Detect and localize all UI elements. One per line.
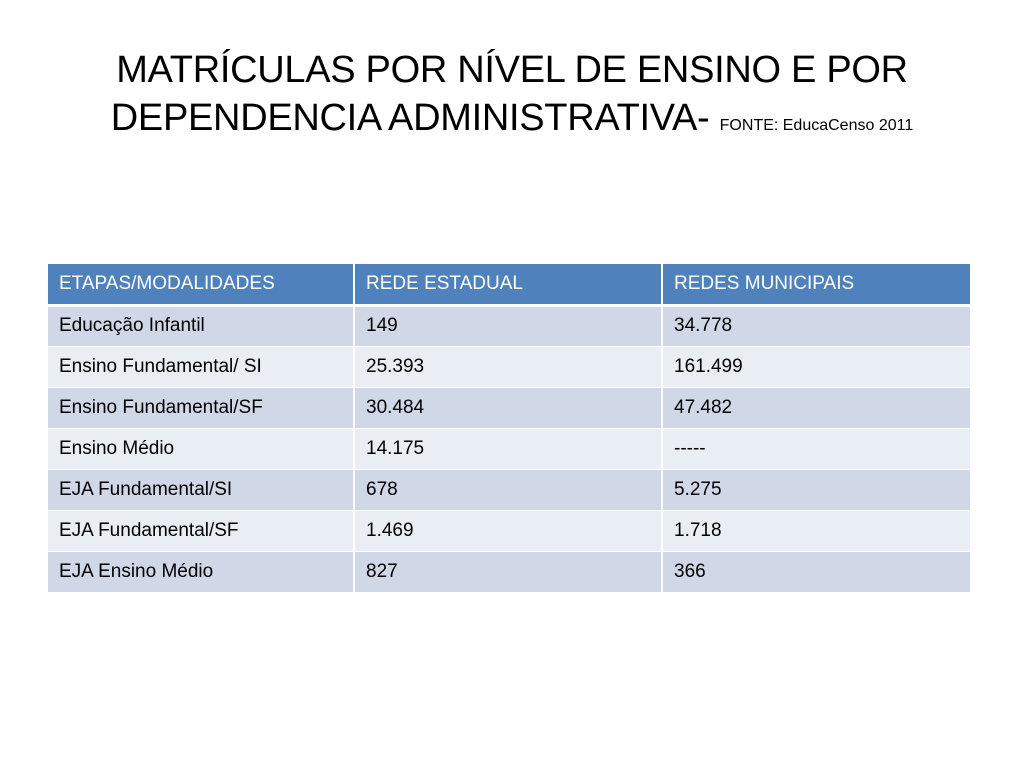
table-row — [48, 469, 970, 510]
title-line-2-text: DEPENDENCIA ADMINISTRATIVA- — [110, 97, 710, 139]
cell-municipal: 1.718 — [662, 510, 970, 551]
cell-estadual: 14.175 — [354, 428, 662, 469]
cell-etapa: EJA Fundamental/SF — [48, 510, 354, 551]
cell-estadual: 1.469 — [354, 510, 662, 551]
header-redes-municipais: REDES MUNICIPAIS — [662, 264, 970, 305]
table-header-row — [48, 264, 970, 305]
cell-municipal: 366 — [662, 551, 970, 592]
cell-municipal: 161.499 — [662, 346, 970, 387]
cell-municipal: 34.778 — [662, 305, 970, 346]
cell-estadual: 678 — [354, 469, 662, 510]
table-row — [48, 510, 970, 551]
slide-title — [40, 46, 984, 150]
table-row — [48, 387, 970, 428]
cell-etapa: Educação Infantil — [48, 305, 354, 346]
cell-estadual: 827 — [354, 551, 662, 592]
cell-etapa: Ensino Médio — [48, 428, 354, 469]
cell-estadual: 149 — [354, 305, 662, 346]
cell-etapa: Ensino Fundamental/ SI — [48, 346, 354, 387]
cell-municipal: ----- — [662, 428, 970, 469]
table-row — [48, 551, 970, 592]
cell-etapa: EJA Fundamental/SI — [48, 469, 354, 510]
cell-municipal: 47.482 — [662, 387, 970, 428]
header-rede-estadual: REDE ESTADUAL — [354, 264, 662, 305]
table-row — [48, 305, 970, 346]
header-etapas: ETAPAS/MODALIDADES — [48, 264, 354, 305]
title-line-2 — [40, 94, 984, 150]
cell-estadual: 30.484 — [354, 387, 662, 428]
enrollment-table — [48, 264, 970, 593]
cell-etapa: EJA Ensino Médio — [48, 551, 354, 592]
cell-estadual: 25.393 — [354, 346, 662, 387]
title-line-1: MATRÍCULAS POR NÍVEL DE ENSINO E POR — [116, 49, 908, 91]
source-note: FONTE: EducaCenso 2011 — [719, 117, 914, 134]
table-row — [48, 346, 970, 387]
cell-municipal: 5.275 — [662, 469, 970, 510]
table-row — [48, 428, 970, 469]
cell-etapa: Ensino Fundamental/SF — [48, 387, 354, 428]
